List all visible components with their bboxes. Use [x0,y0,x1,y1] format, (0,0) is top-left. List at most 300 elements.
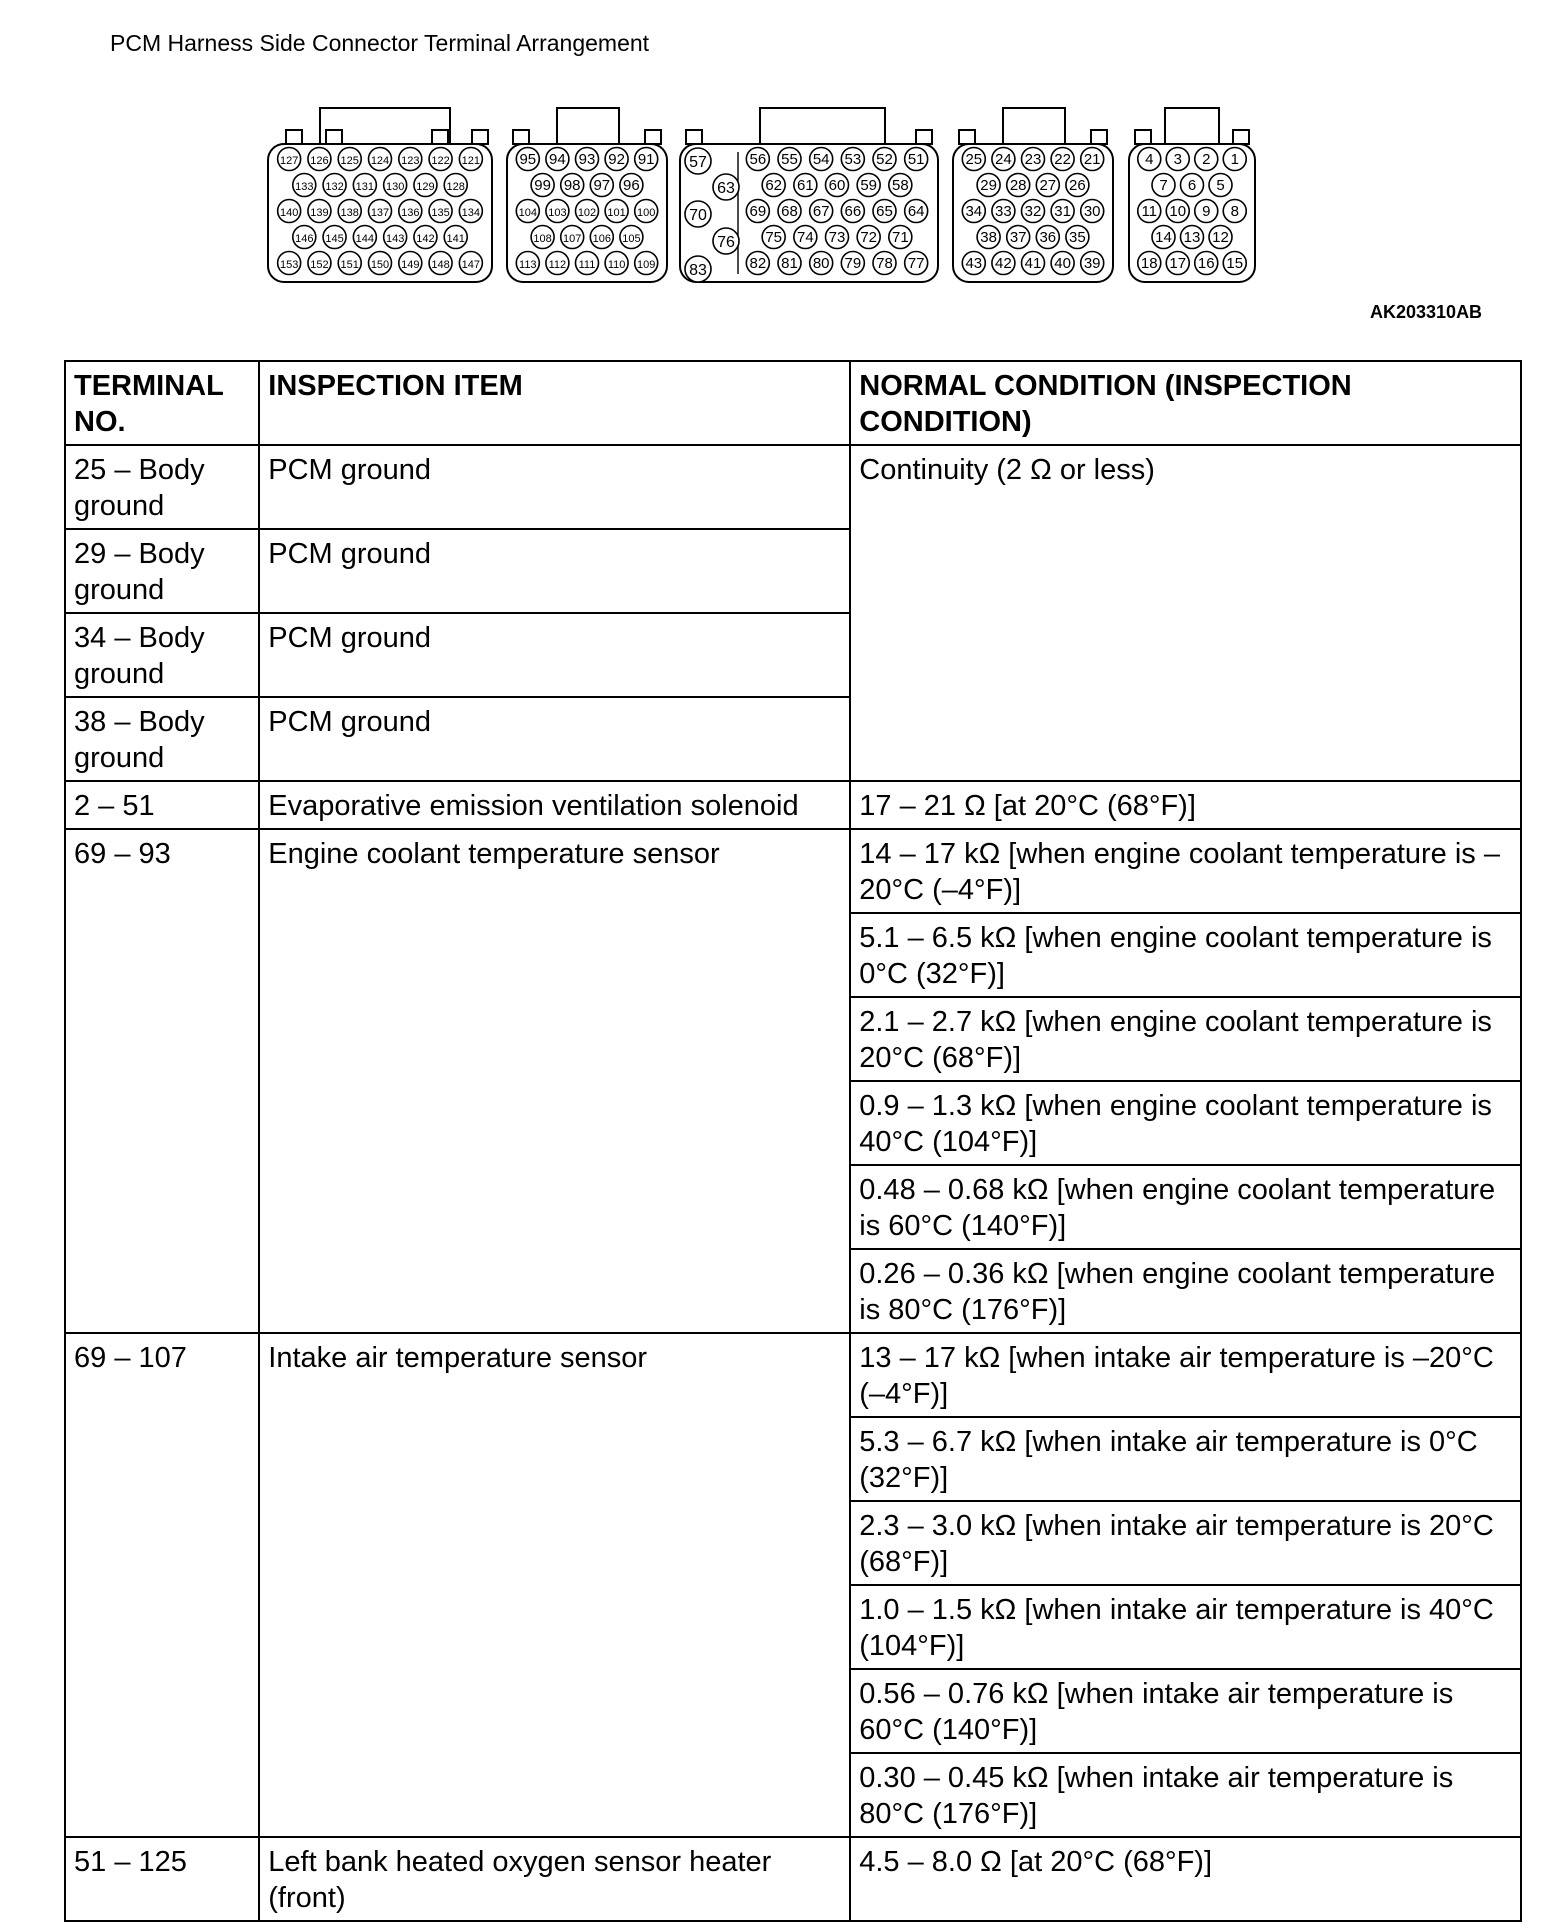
terminal-95 [516,148,539,171]
terminal-16 [1195,252,1218,275]
terminal-label: 124 [370,155,390,167]
terminal-135 [429,200,452,223]
terminal-59 [857,174,880,197]
terminal-68 [778,200,801,223]
terminal-label: 98 [563,177,581,194]
terminal-label: 78 [876,255,893,272]
terminal-label: 38 [980,229,997,246]
terminal-128 [444,174,467,197]
terminal-label: 93 [578,151,596,168]
terminal-label: 52 [876,151,893,168]
terminal-129 [414,174,437,197]
terminal-label: 35 [1069,229,1086,246]
terminal-label: 134 [461,207,481,219]
terminal-label: 132 [325,181,344,193]
terminal-22 [1051,148,1074,171]
terminal-148 [429,252,452,275]
terminal-label: 54 [812,151,830,168]
terminal-141 [444,226,467,249]
terminal-2 [1195,148,1218,171]
terminal-71 [889,226,912,249]
terminal-73 [826,226,849,249]
terminal-label: 92 [608,151,625,168]
terminal-label: 39 [1083,255,1101,272]
terminal-110 [605,252,628,275]
terminal-106 [590,226,613,249]
table-row [65,1333,1521,1417]
terminal-label: 83 [689,262,707,279]
item-cell: Left bank heated oxygen sensor heater (front) [259,1837,850,1921]
terminal-label: 25 [965,151,983,168]
terminal-80 [810,252,833,275]
condition-cell: 0.26 – 0.36 kΩ [when engine coolant temperature is 80°C (176°F)] [850,1249,1521,1333]
terminal-149 [399,252,422,275]
header-normal-condition: NORMAL CONDITION (INSPECTION CONDITION) [850,361,1521,445]
terminal-60 [826,174,849,197]
terminal-57 [685,148,711,174]
terminal-82 [746,252,769,275]
terminal-label: 66 [844,203,862,220]
terminal-18 [1138,252,1161,275]
terminal-98 [561,174,584,197]
item-cell: PCM ground [259,529,850,613]
terminal-126 [308,148,331,171]
terminal-24 [992,148,1015,171]
terminal-label: 65 [876,203,893,220]
terminal-66 [841,200,864,223]
terminal-102 [576,200,599,223]
terminal-label: 51 [907,151,925,168]
terminal-40 [1051,252,1074,275]
terminal-label: 55 [781,151,798,168]
terminal-29 [977,174,1000,197]
terminal-label: 28 [1009,177,1027,194]
condition-cell: 0.56 – 0.76 kΩ [when intake air temperature is 60°C (140°F)] [850,1669,1521,1753]
terminal-label: 63 [717,180,735,197]
terminal-134 [459,200,482,223]
terminal-145 [323,226,346,249]
terminal-label: 153 [279,259,299,271]
terminal-cell: 2 – 51 [65,781,259,829]
terminal-label: 71 [891,229,909,246]
terminal-label: 11 [1141,203,1158,220]
terminal-label: 30 [1083,203,1101,220]
terminal-label: 121 [461,155,481,167]
terminal-92 [605,148,628,171]
terminal-32 [1022,200,1045,223]
terminal-label: 145 [325,233,344,245]
terminal-label: 150 [370,259,390,271]
terminal-25 [962,148,985,171]
table-header-row [65,361,1521,445]
figure-code: AK203310AB [1370,302,1483,322]
terminal-70 [685,201,711,227]
terminal-label: 41 [1024,255,1042,272]
terminal-6 [1181,174,1204,197]
terminal-81 [778,252,801,275]
table-row [65,1837,1521,1921]
terminal-142 [414,226,437,249]
terminal-9 [1195,200,1218,223]
terminal-23 [1022,148,1045,171]
terminal-139 [308,200,331,223]
terminal-label: 17 [1169,255,1187,272]
terminal-label: 147 [461,259,481,271]
terminal-65 [873,200,896,223]
terminal-21 [1081,148,1104,171]
terminal-label: 136 [401,207,420,219]
terminal-label: 129 [416,181,435,193]
terminal-label: 146 [295,233,314,245]
terminal-108 [531,226,554,249]
terminal-label: 103 [548,207,567,219]
terminal-26 [1066,174,1089,197]
terminal-label: 15 [1226,255,1244,272]
terminal-5 [1209,174,1232,197]
terminal-label: 81 [781,255,798,272]
terminal-label: 126 [310,155,329,167]
terminal-99 [531,174,554,197]
terminal-label: 42 [995,255,1012,272]
condition-cell: 1.0 – 1.5 kΩ [when intake air temperature is 40°C (104°F)] [850,1585,1521,1669]
condition-cell: 2.3 – 3.0 kΩ [when intake air temperature is 20°C (68°F)] [850,1501,1521,1585]
terminal-label: 10 [1169,203,1187,220]
terminal-cell: 38 – Body ground [65,697,259,781]
condition-cell: 5.3 – 6.7 kΩ [when intake air temperature is 0°C (32°F)] [850,1417,1521,1501]
terminal-52 [873,148,896,171]
condition-cell: 17 – 21 Ω [at 20°C (68°F)] [850,781,1521,829]
terminal-43 [962,252,985,275]
terminal-label: 109 [637,259,656,271]
terminal-38 [977,226,1000,249]
terminal-label: 105 [622,233,641,245]
terminal-label: 141 [446,233,465,245]
condition-cell: 5.1 – 6.5 kΩ [when engine coolant temperature is 0°C (32°F)] [850,913,1521,997]
terminal-label: 96 [623,177,640,194]
terminal-107 [561,226,584,249]
terminal-30 [1081,200,1104,223]
terminal-cell: 25 – Body ground [65,445,259,529]
terminal-label: 131 [355,181,375,193]
terminal-12 [1209,226,1232,249]
terminal-cell: 34 – Body ground [65,613,259,697]
terminal-label: 144 [355,233,375,245]
terminal-label: 4 [1145,151,1154,168]
terminal-label: 67 [812,203,830,220]
terminal-93 [576,148,599,171]
terminal-13 [1181,226,1204,249]
terminal-cell: 51 – 125 [65,1837,259,1921]
terminal-label: 21 [1083,151,1101,168]
terminal-109 [635,252,658,275]
condition-cell: 0.30 – 0.45 kΩ [when intake air temperature is 80°C (176°F)] [850,1753,1521,1837]
terminal-label: 137 [370,207,390,219]
terminal-label: 6 [1187,177,1197,194]
terminal-69 [746,200,769,223]
terminal-label: 56 [749,151,767,168]
terminal-54 [810,148,833,171]
terminal-96 [620,174,643,197]
terminal-147 [459,252,482,275]
terminal-label: 70 [689,207,707,224]
terminal-8 [1223,200,1246,223]
terminal-137 [369,200,392,223]
terminal-150 [369,252,392,275]
terminal-27 [1036,174,1059,197]
terminal-51 [905,148,928,171]
terminal-77 [905,252,928,275]
terminal-143 [384,226,407,249]
terminal-label: 77 [907,255,925,272]
page-heading: PCM Harness Side Connector Terminal Arrangement [110,30,650,56]
table-row [65,781,1521,829]
terminal-label: 91 [637,151,655,168]
terminal-label: 23 [1024,151,1042,168]
terminal-14 [1152,226,1175,249]
terminal-label: 43 [965,255,983,272]
terminal-label: 100 [637,207,656,219]
terminal-label: 148 [431,259,450,271]
terminal-label: 76 [717,234,735,251]
terminal-label: 2 [1202,151,1211,168]
item-cell: PCM ground [259,445,850,529]
terminal-cell: 69 – 107 [65,1333,259,1837]
table-row [65,445,1521,529]
terminal-label: 113 [519,259,537,271]
terminal-label: 108 [533,233,552,245]
terminal-91 [635,148,658,171]
connector-121-153 [268,108,492,282]
terminal-label: 140 [279,207,299,219]
terminal-153 [278,252,301,275]
terminal-125 [338,148,361,171]
terminal-62 [762,174,785,197]
terminal-103 [546,200,569,223]
terminal-131 [353,174,376,197]
terminal-97 [590,174,613,197]
terminal-61 [794,174,817,197]
terminal-101 [605,200,628,223]
terminal-label: 58 [891,177,909,194]
terminal-4 [1138,148,1161,171]
terminal-100 [635,200,658,223]
terminal-label: 110 [607,259,626,271]
terminal-label: 33 [995,203,1012,220]
terminal-140 [278,200,301,223]
terminal-138 [338,200,361,223]
terminal-151 [338,252,361,275]
terminal-42 [992,252,1015,275]
terminal-label: 79 [844,255,862,272]
terminal-31 [1051,200,1074,223]
terminal-132 [323,174,346,197]
terminal-122 [429,148,452,171]
terminal-label: 152 [310,259,329,271]
terminal-label: 1 [1230,151,1239,168]
connector-diagram [260,100,1270,290]
terminal-label: 80 [812,255,830,272]
terminal-label: 68 [781,203,798,220]
terminal-83 [685,256,711,282]
terminal-label: 13 [1183,229,1201,246]
terminal-label: 69 [749,203,767,220]
terminal-78 [873,252,896,275]
terminal-label: 64 [907,203,925,220]
terminal-label: 61 [796,177,814,194]
terminal-label: 9 [1202,203,1211,220]
terminal-11 [1138,200,1161,223]
condition-cell: 4.5 – 8.0 Ω [at 20°C (68°F)] [850,1837,1521,1921]
terminal-label: 128 [446,181,465,193]
table-row [65,829,1521,913]
terminal-label: 139 [310,207,329,219]
terminal-17 [1166,252,1189,275]
terminal-label: 34 [965,203,983,220]
terminal-label: 3 [1173,151,1182,168]
terminal-label: 123 [401,155,420,167]
header-inspection-item: INSPECTION ITEM [259,361,850,445]
terminal-113 [516,252,539,275]
terminal-label: 94 [549,151,566,168]
terminal-74 [794,226,817,249]
terminal-label: 75 [765,229,783,246]
terminal-label: 40 [1054,255,1071,272]
terminal-label: 125 [340,155,359,167]
terminal-label: 99 [534,177,551,194]
terminal-label: 133 [295,181,314,193]
terminal-144 [353,226,376,249]
terminal-label: 130 [385,181,405,193]
header-terminal: TERMINAL NO. [65,361,259,445]
terminal-7 [1152,174,1175,197]
terminal-label: 36 [1039,229,1057,246]
connector-91-113 [507,108,667,282]
terminal-56 [746,148,769,171]
terminal-76 [713,228,739,254]
terminal-33 [992,200,1015,223]
terminal-127 [278,148,301,171]
terminal-53 [841,148,864,171]
terminal-72 [857,226,880,249]
terminal-36 [1036,226,1059,249]
terminal-58 [889,174,912,197]
terminal-130 [384,174,407,197]
terminal-146 [293,226,316,249]
terminal-111 [576,252,599,275]
item-cell: Evaporative emission ventilation solenoid [259,781,850,829]
terminal-152 [308,252,331,275]
terminal-label: 72 [860,229,878,246]
terminal-37 [1007,226,1030,249]
terminal-55 [778,148,801,171]
terminal-label: 101 [607,207,626,219]
terminal-28 [1007,174,1030,197]
terminal-label: 151 [340,259,359,271]
terminal-39 [1081,252,1104,275]
condition-cell: 14 – 17 kΩ [when engine coolant temperature is –20°C (–4°F)] [850,829,1521,913]
terminal-label: 26 [1069,177,1086,194]
terminal-label: 127 [279,155,299,167]
terminal-label: 104 [518,207,537,219]
terminal-label: 122 [431,155,450,167]
terminal-label: 57 [689,154,707,171]
terminal-124 [369,148,392,171]
terminal-34 [962,200,985,223]
condition-cell: Continuity (2 Ω or less) [850,445,1521,781]
terminal-94 [546,148,569,171]
terminal-label: 142 [416,233,435,245]
terminal-label: 62 [765,177,783,194]
terminal-label: 74 [796,229,814,246]
terminal-1 [1223,148,1246,171]
terminal-label: 24 [995,151,1012,168]
terminal-112 [546,252,569,275]
terminal-label: 107 [563,233,582,245]
terminal-label: 31 [1054,203,1071,220]
connector-1-18 [1129,108,1255,282]
terminal-label: 12 [1212,229,1229,246]
terminal-label: 102 [577,207,597,219]
terminal-75 [762,226,785,249]
terminal-67 [810,200,833,223]
terminal-label: 22 [1054,151,1071,168]
terminal-41 [1022,252,1045,275]
terminal-133 [293,174,316,197]
terminal-cell: 29 – Body ground [65,529,259,613]
terminal-136 [399,200,422,223]
terminal-label: 143 [385,233,405,245]
terminal-label: 112 [548,259,567,271]
terminal-label: 138 [340,207,359,219]
terminal-label: 32 [1024,203,1042,220]
item-cell: PCM ground [259,697,850,781]
terminal-label: 95 [519,151,537,168]
terminal-label: 37 [1009,229,1027,246]
terminal-121 [459,148,482,171]
terminal-79 [841,252,864,275]
terminal-label: 5 [1216,177,1225,194]
terminal-label: 106 [592,233,611,245]
terminal-label: 16 [1197,255,1215,272]
item-cell: PCM ground [259,613,850,697]
terminal-label: 59 [860,177,878,194]
connector-51-83 [680,108,938,282]
terminal-35 [1066,226,1089,249]
terminal-cell: 69 – 93 [65,829,259,1333]
terminal-3 [1166,148,1189,171]
terminal-label: 97 [593,177,611,194]
terminal-label: 7 [1159,177,1168,194]
terminal-label: 111 [578,259,596,271]
terminal-label: 27 [1039,177,1057,194]
connector-21-43 [953,108,1113,282]
terminal-label: 149 [401,259,420,271]
terminal-label: 53 [844,151,862,168]
condition-cell: 13 – 17 kΩ [when intake air temperature is –20°C (–4°F)] [850,1333,1521,1417]
terminal-64 [905,200,928,223]
terminal-10 [1166,200,1189,223]
terminal-15 [1223,252,1246,275]
terminal-105 [620,226,643,249]
condition-cell: 0.48 – 0.68 kΩ [when engine coolant temperature is 60°C (140°F)] [850,1165,1521,1249]
terminal-123 [399,148,422,171]
terminal-label: 29 [980,177,997,194]
terminal-104 [516,200,539,223]
condition-cell: 2.1 – 2.7 kΩ [when engine coolant temperature is 20°C (68°F)] [850,997,1521,1081]
terminal-label: 73 [828,229,846,246]
condition-cell: 0.9 – 1.3 kΩ [when engine coolant temperature is 40°C (104°F)] [850,1081,1521,1165]
terminal-label: 18 [1140,255,1158,272]
